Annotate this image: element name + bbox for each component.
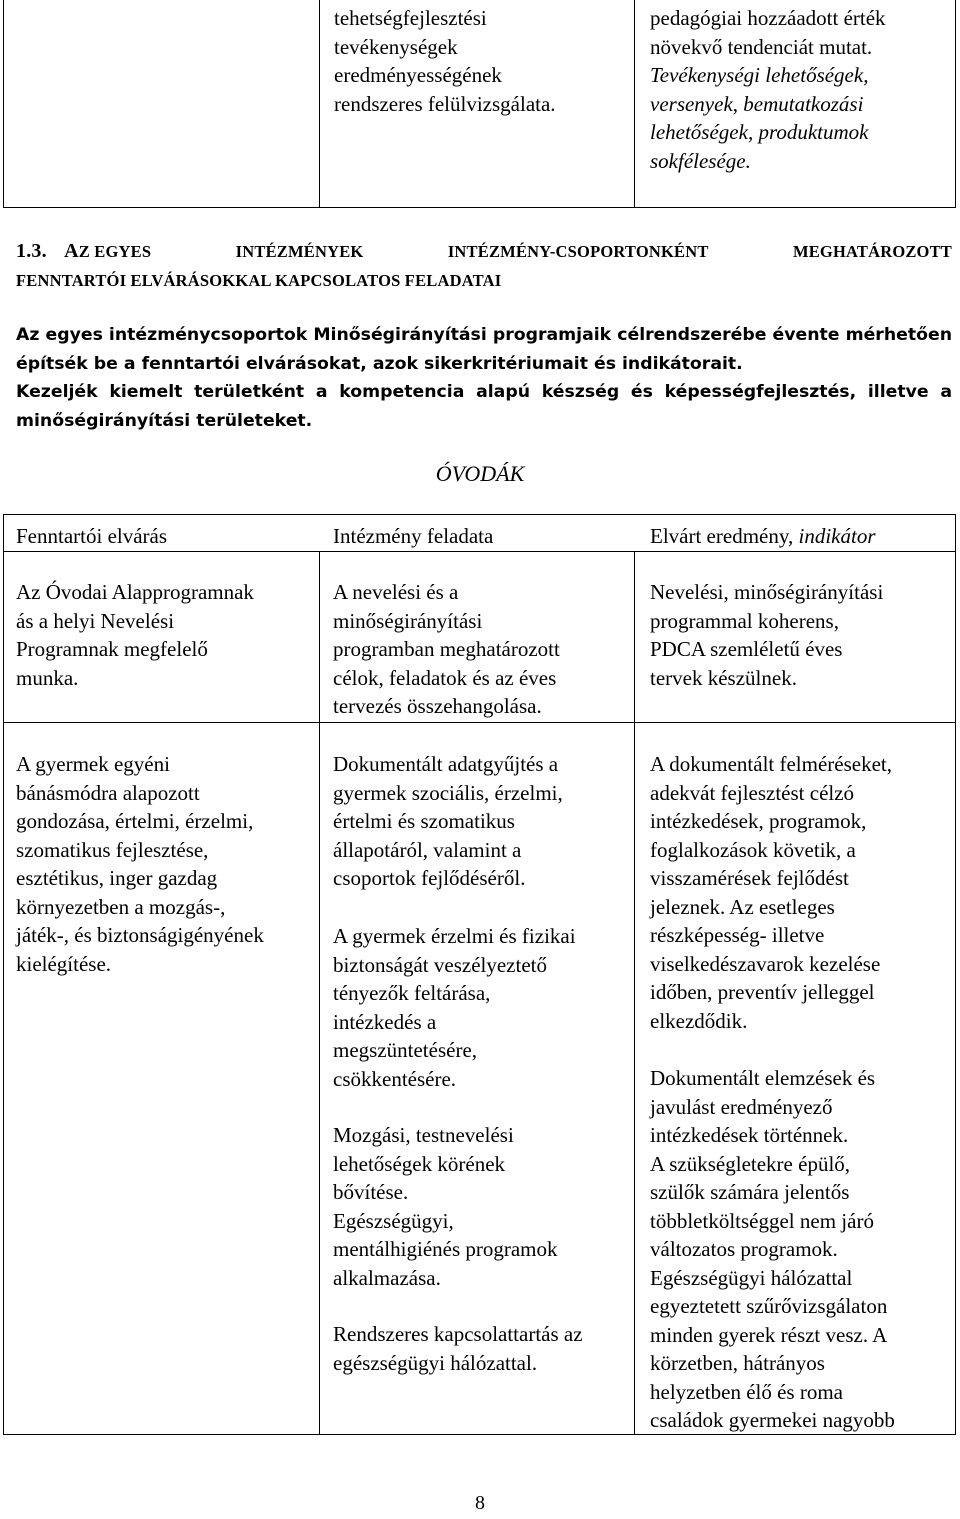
section-number: 1.3. [16, 240, 47, 262]
table-right-border [955, 514, 956, 1435]
top-table-left-border [3, 0, 4, 208]
text-line: szomatikus fejlesztése, [16, 837, 209, 862]
text-line: A nevelési és a [333, 580, 459, 604]
text-line: gondozása, értelmi, érzelmi, [16, 809, 254, 833]
text-line: minden gyerek részt vesz. A [650, 1322, 888, 1347]
text-line: ás a helyi Nevelési [16, 608, 175, 633]
text-line: tervek készülnek. [650, 665, 797, 690]
column-header-elvart-plain: Elvárt eredmény, [650, 524, 799, 548]
text-line: PDCA szemléletű éves [650, 637, 843, 661]
title-word: MEGHATÁROZOTT [792, 242, 952, 261]
text-line: Programnak megfelelő [16, 637, 208, 661]
top-table-bottom-border [3, 207, 956, 208]
row2-intezmeny-block-a [333, 750, 631, 893]
title-first-letter: A [64, 240, 79, 262]
text-line: eredményességének [334, 63, 502, 87]
text-line: Egészségügyi, [333, 1208, 454, 1233]
text-line: egyeztetett szűrővizsgálaton [650, 1294, 888, 1318]
top-table-cell-3 [650, 4, 950, 175]
text-line: játék-, és biztonságigényének [16, 923, 264, 947]
column-header-elvart [650, 521, 876, 551]
text-line: munka. [16, 665, 79, 690]
top-table-divider-1 [319, 0, 320, 208]
text-line: értelmi és szomatikus [333, 809, 515, 833]
text-line: kielégítése. [16, 951, 112, 976]
text-line: részképesség- illetve [650, 923, 825, 947]
row2-intezmeny-block-c [333, 1121, 631, 1292]
text-line: alkalmazása. [333, 1265, 441, 1290]
text-line: minőségirányítási [333, 608, 483, 633]
text-line: családok gyermekei nagyobb [650, 1408, 895, 1432]
text-line: állapotáról, valamint a [333, 837, 522, 862]
text-line: mentálhigiénés programok [333, 1237, 558, 1261]
text-line: A dokumentált felméréseket, [650, 752, 893, 776]
text-line: esztétikus, inger gazdag [16, 866, 218, 890]
text-line: megszüntetésére, [333, 1038, 478, 1062]
title-word: Z EGYES [78, 242, 152, 261]
text-line: pedagógiai hozzáadott érték [650, 6, 886, 30]
text-line: foglalkozások követik, a [650, 837, 856, 862]
top-table-cell-1 [334, 4, 624, 118]
section-heading [16, 237, 952, 295]
text-line: rendszeres felülvizsgálata. [334, 91, 556, 116]
row1-elvart-cell [650, 578, 950, 692]
row1-intezmeny-cell [333, 578, 628, 721]
row2-elvart-block-b [650, 1064, 952, 1435]
column-header-elvart-italic: indikátor [798, 524, 876, 548]
text-line: egészségügyi hálózattal. [333, 1350, 538, 1375]
table-divider-2 [634, 551, 635, 1435]
column-header-intezmeny: Intézmény feladata [333, 524, 494, 548]
text-line: programmal koherens, [650, 608, 839, 633]
text-line: versenyek, bemutatkozási [650, 91, 864, 116]
title-word: INTÉZMÉNY-CSOPORTONKÉNT [447, 242, 709, 261]
text-line: tehetségfejlesztési [334, 6, 487, 30]
text-line: lehetőségek, produktumok [650, 120, 869, 144]
text-line: időben, preventív jelleggel [650, 980, 875, 1004]
top-table-divider-2 [634, 0, 635, 208]
text-line: intézkedések történnek. [650, 1123, 849, 1147]
text-line: A gyermek érzelmi és fizikai [333, 924, 576, 948]
heading-number-and-start [16, 237, 151, 266]
text-line: visszamérések fejlődést [650, 866, 849, 890]
row2-fenntartoi-cell [16, 750, 316, 978]
text-line: Egészségügyi hálózattal [650, 1265, 853, 1290]
row2-elvart-block-a [650, 750, 952, 1035]
text-line: helyzetben élő és roma [650, 1379, 843, 1404]
text-line: Mozgási, testnevelési [333, 1123, 514, 1147]
table-divider-1 [319, 551, 320, 1435]
page-number: 8 [475, 1492, 485, 1514]
row1-bottom-border [3, 722, 956, 723]
text-line: szülők számára jelentős [650, 1180, 850, 1204]
text-line: programban meghatározott [333, 637, 560, 661]
text-line: javulást eredményező [650, 1094, 833, 1119]
row1-fenntartoi-cell [16, 578, 311, 692]
text-line: Tevékenységi lehetőségek, [650, 63, 869, 87]
intro-sentence-2: Kezeljék kiemelt területként a kompetencia alapú készség és képességfejlesztés, illetve a minőségirányítási területeket. [16, 382, 952, 431]
top-table-right-border [955, 0, 956, 208]
text-line: csökkentésére. [333, 1066, 457, 1091]
text-line: bővítése. [333, 1180, 409, 1204]
text-line: csoportok fejlődéséről. [333, 866, 526, 890]
row2-intezmeny-block-d [333, 1320, 631, 1377]
text-line: Rendszeres kapcsolattartás az [333, 1322, 583, 1346]
text-line: elkezdődik. [650, 1008, 748, 1033]
text-line: A szükségletekre épülő, [650, 1151, 851, 1176]
table-top-border [3, 514, 956, 515]
text-line: intézkedés a [333, 1009, 437, 1034]
row2-intezmeny-block-b [333, 922, 631, 1093]
text-line: sokfélesége. [650, 148, 751, 173]
text-line: környezetben a mozgás-, [16, 894, 226, 919]
text-line: bánásmódra alapozott [16, 780, 200, 805]
intro-paragraph [16, 321, 952, 435]
text-line: tervezés összehangolása. [333, 694, 542, 718]
text-line: változatos programok. [650, 1237, 838, 1261]
text-line: A gyermek egyéni [16, 752, 170, 776]
text-line: lehetőségek körének [333, 1151, 506, 1176]
text-line: gyermek szociális, érzelmi, [333, 780, 563, 805]
text-line: intézkedések, programok, [650, 809, 867, 833]
column-header-fenntartoi: Fenntartói elvárás [16, 524, 168, 548]
text-line: jeleznek. Az esetleges [650, 894, 835, 919]
section-title-row2: FENNTARTÓI ELVÁRÁSOKKAL KAPCSOLATOS FELADATAI [16, 271, 502, 290]
title-word: INTÉZMÉNYEK [235, 242, 364, 261]
text-line: többletköltséggel nem járó [650, 1208, 874, 1233]
text-line: tevékenységek [334, 34, 458, 59]
text-line: Dokumentált adatgyűjtés a [333, 752, 559, 776]
text-line: tényezők feltárása, [333, 981, 491, 1005]
text-line: adekvát fejlesztést célzó [650, 780, 855, 805]
header-bottom-border [3, 551, 956, 552]
text-line: Nevelési, minőségirányítási [650, 580, 884, 604]
text-line: célok, feladatok és az éves [333, 665, 557, 690]
table-left-border [3, 514, 4, 1435]
text-line: viselkedészavarok kezelése [650, 951, 881, 976]
text-line: biztonságát veszélyeztető [333, 952, 547, 977]
intro-sentence-1: Az egyes intézménycsoportok Minőségirányítási programjaik célrendszerébe évente mérhetően építsék be a fenntartói elvárásokat, azok sikerkritériumait és indikátorait. [16, 325, 952, 374]
text-line: Dokumentált elemzések és [650, 1066, 876, 1090]
text-line: Az Óvodai Alapprogramnak [16, 580, 254, 604]
text-line: körzetben, hátrányos [650, 1351, 825, 1375]
text-line: növekvő tendenciát mutat. [650, 34, 873, 59]
table-title: ÓVODÁK [435, 461, 525, 486]
